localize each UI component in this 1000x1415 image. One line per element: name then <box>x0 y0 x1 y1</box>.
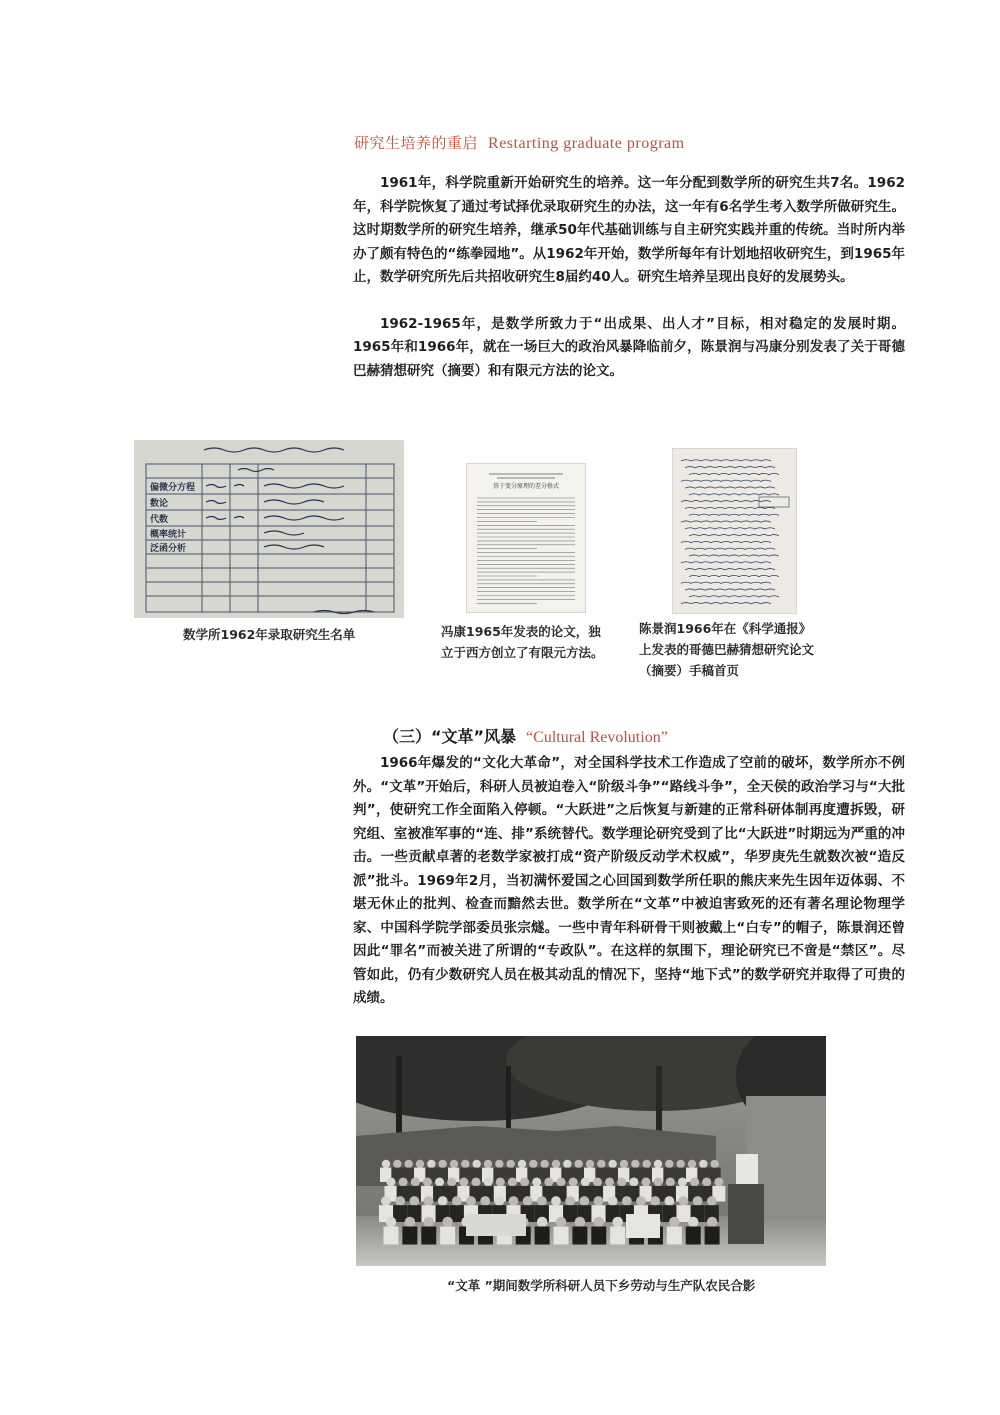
person-body <box>535 1227 550 1245</box>
person-head <box>540 1160 548 1168</box>
person-head <box>484 1160 492 1168</box>
section-title-graduate <box>354 132 685 153</box>
admission-row-2: 数论 <box>150 499 169 509</box>
caption-fengkang-paper: 冯康1965年发表的论文，独立于西方创立了有限元方法。 <box>441 624 604 660</box>
person-head <box>494 1196 504 1206</box>
person-head <box>574 1160 582 1168</box>
person-body <box>610 1227 625 1245</box>
person-head <box>416 1160 424 1168</box>
person-head <box>617 1177 626 1186</box>
person-head <box>495 1160 503 1168</box>
section3-body <box>353 752 905 1011</box>
person-head <box>529 1160 537 1168</box>
paper-title: 基于变分原理的差分格式 <box>492 483 560 490</box>
person-head <box>707 1196 717 1206</box>
person-head <box>552 1160 560 1168</box>
person-body <box>667 1227 682 1245</box>
person-head <box>702 1177 711 1186</box>
person-head <box>575 1217 586 1228</box>
person-head <box>586 1160 594 1168</box>
caption-group-photo: “文革 ”期间数学所科研人员下乡劳动与生产队农民合影 <box>447 1278 756 1293</box>
person-head <box>551 1196 561 1206</box>
paragraph-2: 1962-1965年，是数学所致力于“出成果、出人才”目标，相对稳定的发展时期。1965年和1966年，就在一场巨大的政治风暴降临前夕，陈景润与冯康分别发表了关于哥德巴赫猜想研究（摘要）和有限元方法的论文。 <box>353 315 905 379</box>
person-head <box>508 1177 517 1186</box>
person-head <box>666 1177 675 1186</box>
section-title-cn: 研究生培养的重启 <box>354 134 479 152</box>
person-head <box>679 1196 689 1206</box>
person-head <box>523 1196 533 1206</box>
person-head <box>569 1177 578 1186</box>
person-head <box>386 1217 397 1228</box>
figure-group-photo <box>356 1036 826 1266</box>
person-head <box>471 1177 480 1186</box>
person-body <box>402 1227 417 1245</box>
person-head <box>459 1177 468 1186</box>
figure-chenjingrun-manuscript <box>672 448 797 614</box>
fengkang-paper-image <box>467 464 585 612</box>
admission-row-1: 偏微分方程 <box>150 483 196 493</box>
person-head <box>438 1160 446 1168</box>
person-head <box>484 1177 493 1186</box>
person-head <box>395 1196 405 1206</box>
person-head <box>629 1177 638 1186</box>
person-head <box>636 1196 646 1206</box>
person-body <box>705 1227 720 1245</box>
person-body <box>384 1227 399 1245</box>
person-head <box>461 1160 469 1168</box>
person-head <box>537 1217 548 1228</box>
person-head <box>480 1196 490 1206</box>
person-head <box>435 1177 444 1186</box>
person-head <box>654 1177 663 1186</box>
person-head <box>450 1160 458 1168</box>
person-head <box>452 1196 462 1206</box>
person-head <box>386 1177 395 1186</box>
person-head <box>665 1160 673 1168</box>
person-head <box>608 1160 616 1168</box>
section1-body <box>353 172 905 383</box>
person-head <box>411 1177 420 1186</box>
person-head <box>509 1196 519 1206</box>
person-head <box>544 1177 553 1186</box>
person-body <box>686 1227 701 1245</box>
section3-title-en: “Cultural Revolution” <box>526 729 668 746</box>
person-head <box>424 1217 435 1228</box>
person-head <box>409 1196 419 1206</box>
person-body <box>421 1227 436 1245</box>
admission-row-4: 概率统计 <box>150 530 187 540</box>
person-head <box>447 1177 456 1186</box>
person-head <box>669 1217 680 1228</box>
person-head <box>690 1177 699 1186</box>
person-head <box>427 1160 435 1168</box>
person-head <box>565 1196 575 1206</box>
person-head <box>404 1160 412 1168</box>
group-photo-image <box>356 1036 826 1266</box>
person-head <box>678 1177 687 1186</box>
admission-row-3: 代数 <box>150 515 169 525</box>
person-head <box>676 1160 684 1168</box>
person-head <box>707 1217 718 1228</box>
person-head <box>520 1177 529 1186</box>
figure-admission-list <box>134 440 404 618</box>
figure-fengkang-paper <box>466 463 586 613</box>
person-head <box>496 1177 505 1186</box>
person-head <box>597 1160 605 1168</box>
person-head <box>472 1160 480 1168</box>
person-head <box>693 1196 703 1206</box>
person-head <box>563 1160 571 1168</box>
person-head <box>593 1177 602 1186</box>
person-body <box>591 1227 606 1245</box>
person-head <box>710 1160 718 1168</box>
person-head <box>641 1177 650 1186</box>
caption-admission-list: 数学所1962年录取研究生名单 <box>183 627 356 642</box>
person-head <box>688 1160 696 1168</box>
person-head <box>424 1196 434 1206</box>
person-head <box>556 1177 565 1186</box>
person-head <box>605 1177 614 1186</box>
person-head <box>612 1217 623 1228</box>
person-head <box>579 1196 589 1206</box>
person-body <box>554 1227 569 1245</box>
person-head <box>714 1177 723 1186</box>
person-head <box>532 1177 541 1186</box>
person-head <box>556 1217 567 1228</box>
person-head <box>405 1217 416 1228</box>
person-head <box>620 1160 628 1168</box>
person-head <box>642 1160 650 1168</box>
person-head <box>466 1196 476 1206</box>
person-body <box>440 1227 455 1245</box>
person-head <box>622 1196 632 1206</box>
manuscript-image <box>673 449 796 613</box>
person-head <box>664 1196 674 1206</box>
person-head <box>537 1196 547 1206</box>
section3-title-cn: （三）“文革”风暴 <box>383 727 517 746</box>
person-head <box>581 1177 590 1186</box>
person-head <box>442 1217 453 1228</box>
section-title-en: Restarting graduate program <box>488 135 685 152</box>
person-head <box>654 1160 662 1168</box>
person-head <box>699 1160 707 1168</box>
person-head <box>631 1160 639 1168</box>
admission-list-image <box>134 440 404 618</box>
person-head <box>381 1196 391 1206</box>
person-head <box>506 1160 514 1168</box>
person-body <box>572 1227 587 1245</box>
person-head <box>594 1196 604 1206</box>
section-title-cultural-revolution <box>383 724 668 747</box>
person-head <box>518 1160 526 1168</box>
caption-chenjingrun-manuscript: 陈景润1966年在《科学通报》上发表的哥德巴赫猜想研究论文（摘要）手稿首页 <box>639 621 815 678</box>
person-head <box>688 1217 699 1228</box>
person-head <box>382 1160 390 1168</box>
person-head <box>608 1196 618 1206</box>
person-head <box>438 1196 448 1206</box>
person-head <box>423 1177 432 1186</box>
person-head <box>650 1196 660 1206</box>
person-head <box>393 1160 401 1168</box>
person-head <box>594 1217 605 1228</box>
admission-row-5: 泛函分析 <box>150 544 187 554</box>
paragraph-1: 1961年，科学院重新开始研究生的培养。这一年分配到数学所的研究生共7名。1962年，科学院恢复了通过考试择优录取研究生的办法，这一年有6名学生考入数学所做研究生。这时期数学所的研究生培养，继承50年代基础训练与自主研究实践并重的传统。当时所内举办了颇有特色的“练拳园地”。从1962年开始，数学所每年有计划地招收研究生，到1965年止，数学研究所先后共招收研究生8届约40人。研究生培养呈现出良好的发展势头。 <box>353 175 905 285</box>
person-head <box>399 1177 408 1186</box>
paragraph-3: 1966年爆发的“文化大革命”，对全国科学技术工作造成了空前的破坏，数学所亦不例外。“文革”开始后，科研人员被迫卷入“阶级斗争”“路线斗争”，全天侯的政治学习与“大批判”，使研究工作全面陷入停顿。“大跃进”之后恢复与新建的正常科研体制再度遭拆毁，研究组、室被准军事的“连、排”系统替代。数学理论研究受到了比“大跃进”时期远为严重的冲击。一些贡献卓著的老数学家被打成“资产阶级反动学术权威”，华罗庚先生就数次被“造反派”批斗。1969年2月，当初满怀爱国之心回国到数学所任职的熊庆来先生因年迈体弱、不堪无休止的批判、检查而黯然去世。数学所在“文革”中被迫害致死的还有著名理论物理学家、中国科学院学部委员张宗燧。一些中青年科研骨干则被戴上“白专”的帽子，陈景润还曾因此“罪名”而被关进了所谓的“专政队”。在这样的氛围下，理论研究已不啻是“禁区”。尽管如此，仍有少数研究人员在极其动乱的情况下，坚持“地下式”的数学研究并取得了可贵的成绩。 <box>353 755 905 1006</box>
